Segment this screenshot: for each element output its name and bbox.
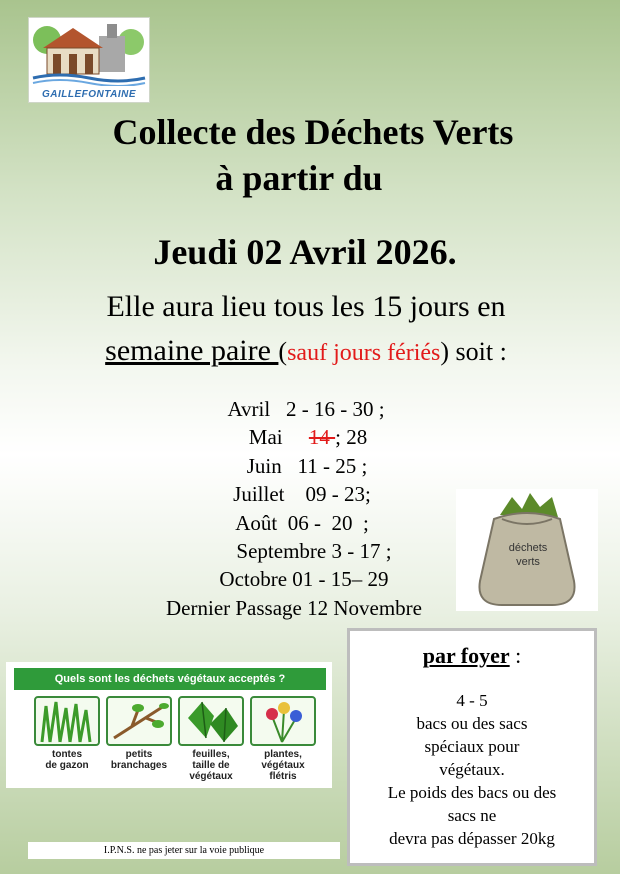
may-rest: ; 28 xyxy=(335,425,368,449)
may-cancelled: 14 xyxy=(308,425,336,449)
intro-close: ) soit : xyxy=(440,337,507,366)
schedule-june: Juin 11 - 25 ; xyxy=(246,454,368,478)
ipns-notice: I.P.N.S. ne pas jeter sur la voie publique xyxy=(28,842,340,859)
schedule-last: Dernier Passage 12 Novembre xyxy=(166,596,422,620)
schedule-july: Juillet 09 - 23; xyxy=(233,482,371,506)
schedule-october: Octobre 01 - 15– 29 xyxy=(219,567,389,591)
category-grass xyxy=(34,696,100,771)
category-leaves xyxy=(178,696,244,782)
title-line-1: Collecte des Déchets Verts xyxy=(112,112,514,152)
foyer-colon: : xyxy=(509,643,522,668)
category-leaves-label: feuilles, taille de végétaux xyxy=(189,749,233,782)
accepted-waste-panel xyxy=(6,662,332,788)
foyer-title-text: par foyer xyxy=(422,643,510,668)
schedule-may xyxy=(0,425,618,449)
intro-underlined: semaine paire xyxy=(105,334,279,367)
title-line-2: à partir du xyxy=(215,158,383,198)
bag-icon xyxy=(456,489,598,611)
town-hall-icon xyxy=(29,18,149,86)
category-branches-label: petits branchages xyxy=(110,749,168,771)
may-label: Mai xyxy=(248,425,309,449)
bag-label-2: verts xyxy=(516,556,540,568)
schedule-april: Avril 2 - 16 - 30 ; xyxy=(227,397,385,421)
intro-open-paren: ( xyxy=(278,337,288,366)
flowers-icon xyxy=(250,696,316,746)
branch-icon xyxy=(106,696,172,746)
category-branches xyxy=(106,696,172,771)
category-plants xyxy=(250,696,316,782)
intro-line-1: Elle aura lieu tous les 15 jours en xyxy=(106,290,506,323)
intro-exception: sauf jours fériés xyxy=(287,340,441,366)
foyer-title xyxy=(350,643,594,669)
intro-line-2 xyxy=(0,333,612,371)
leaves-icon xyxy=(178,696,244,746)
title-date: Jeudi 02 Avril 2026. xyxy=(153,232,457,272)
accepted-heading: Quels sont les déchets végétaux acceptés ? xyxy=(14,668,326,690)
bag-label-1: déchets xyxy=(508,542,548,554)
category-plants-label: plantes, végétaux flétris xyxy=(261,749,305,782)
category-grass-label: tontes de gazon xyxy=(45,749,89,771)
grass-icon xyxy=(34,696,100,746)
per-household-box xyxy=(347,628,597,866)
schedule-august: Août 06 - 20 ; xyxy=(235,511,369,535)
logo-text: GAILLEFONTAINE xyxy=(41,89,137,100)
foyer-body: 4 - 5 bacs ou des sacs spéciaux pour végétaux. Le poids des bacs ou des sacs ne devra pas dépasser 20kg xyxy=(387,691,557,848)
town-logo xyxy=(28,17,150,103)
schedule-september: Septembre 3 - 17 ; xyxy=(236,539,392,563)
green-waste-bag-image xyxy=(456,489,598,611)
